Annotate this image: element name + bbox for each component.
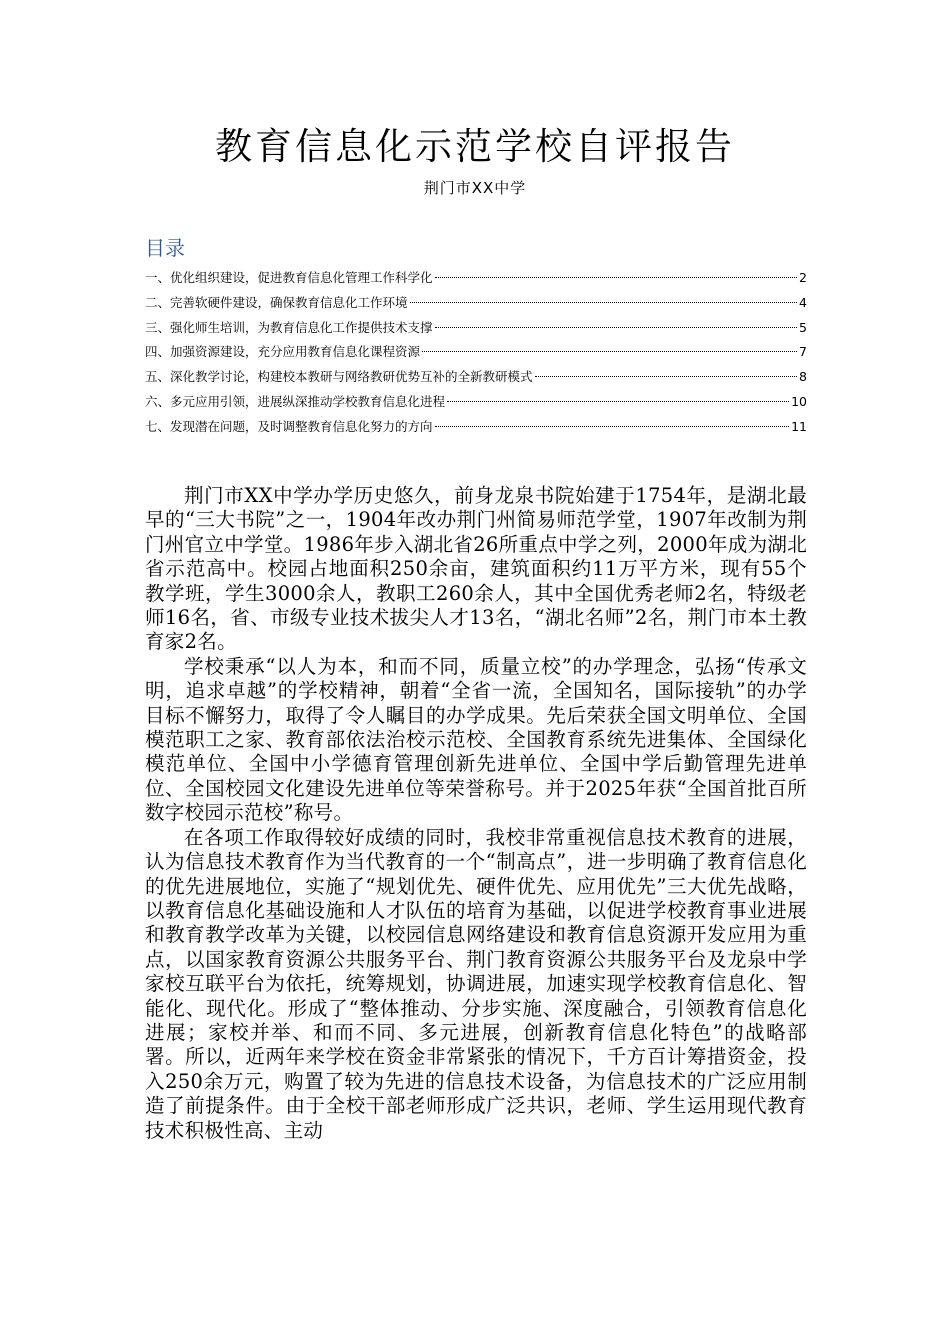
toc-item-label: 二、完善软硬件建设，确保教育信息化工作环境: [145, 294, 408, 310]
toc-item[interactable]: [145, 291, 807, 316]
toc-dot-leader: [410, 301, 798, 303]
toc-dot-leader: [422, 350, 797, 352]
toc-heading: 目录: [145, 236, 185, 260]
toc-dot-leader: [435, 276, 798, 278]
toc-item-label: 五、深化教学讨论，构建校本教研与网络教研优势互补的全新教研模式: [145, 369, 533, 385]
toc-item-label: 四、加强资源建设，充分应用教育信息化课程资源: [145, 344, 421, 360]
toc-item-page: 10: [791, 393, 807, 409]
body-paragraph-school-philosophy: 学校秉承“以人为本，和而不同，质量立校”的办学理念，弘扬“传承文明，追求卓越”的学校精神，朝着“全省一流，全国知名，国际接轨”的办学目标不懈努力，取得了令人瞩目的办学成果。先后荣获全国文明单位、全国模范职工之家、教育部依法治校示范校、全国教育系统先进集体、全国绿化模范单位、全国中小学德育管理创新先进单位、全国中学后勤管理先进单位、全国校园文化建设先进单位等荣誉称号。并于2025年获“全国首批百所数字校园示范校”称号。: [145, 654, 807, 825]
toc-item-label: 三、强化师生培训，为教育信息化工作提供技术支撑: [145, 319, 433, 335]
toc-dot-leader: [447, 400, 789, 402]
toc-item[interactable]: [145, 266, 807, 291]
toc-item-label: 六、多元应用引领，进展纵深推动学校教育信息化进程: [145, 393, 446, 409]
toc-item-page: 8: [799, 369, 807, 385]
report-body: [145, 484, 807, 1143]
toc-item[interactable]: [145, 415, 807, 440]
document-subtitle: 荆门市XX中学: [423, 179, 527, 197]
toc-dot-leader: [435, 326, 798, 328]
toc-item[interactable]: [145, 340, 807, 365]
toc-dot-leader: [535, 375, 798, 377]
toc-item-page: 11: [791, 418, 807, 434]
toc-item-page: 2: [799, 270, 807, 285]
toc-item-label: 一、优化组织建设，促进教育信息化管理工作科学化: [145, 270, 433, 285]
body-paragraph-school-history: 荆门市XX中学办学历史悠久，前身龙泉书院始建于1754年，是湖北最早的“三大书院”之一，1904年改办荆门州简易师范学堂，1907年改制为荆门州官立中学堂。1986年步入湖北省26所重点中学之列，2000年成为湖北省示范高中。校园占地面积250余亩，建筑面积约11万平方米，现有55个教学班，学生3000余人，教职工260余人，其中全国优秀老师2名，特级老师16名，省、市级专业技术拔尖人才13名，“湖北名师”2名，荆门市本土教育家2名。: [145, 484, 807, 654]
body-paragraph-it-education: 在各项工作取得较好成绩的同时，我校非常重视信息技术教育的进展，认为信息技术教育作为当代教育的一个“制高点”，进一步明确了教育信息化的优先进展地位，实施了“规划优先、硬件优先、应用优先”三大优先战略，以教育信息化基础设施和人才队伍的培育为基础，以促进学校教育事业进展和教育教学改革为关键，以校园信息网络建设和教育信息资源开发应用为重点，以国家教育资源公共服务平台、荆门教育资源公共服务平台及龙泉中学家校互联平台为依托，统筹规划，协调进展，加速实现学校教育信息化、智能化、现代化。形成了“整体推动、分步实施、深度融合，引领教育信息化进展；家校并举、和而不同、多元进展，创新教育信息化特色”的战略部署。所以，近两年来学校在资金非常紧张的情况下，千方百计筹措资金，投入250余万元，购置了较为先进的信息技术设备，为信息技术的广泛应用制造了前提条件。由于全校干部老师形成广泛共识，老师、学生运用现代教育技术积极性高、主动: [145, 825, 807, 1142]
toc-item-page: 7: [799, 344, 807, 360]
toc-dot-leader: [435, 425, 790, 427]
toc-item-page: 5: [799, 319, 807, 335]
toc-item[interactable]: [145, 365, 807, 390]
toc-item[interactable]: [145, 316, 807, 341]
toc-item[interactable]: [145, 390, 807, 415]
table-of-contents: [145, 266, 807, 440]
document-title: 教育信息化示范学校自评报告: [215, 125, 735, 168]
toc-item-page: 4: [799, 294, 807, 310]
toc-item-label: 七、发现潜在问题，及时调整教育信息化努力的方向: [145, 418, 433, 434]
